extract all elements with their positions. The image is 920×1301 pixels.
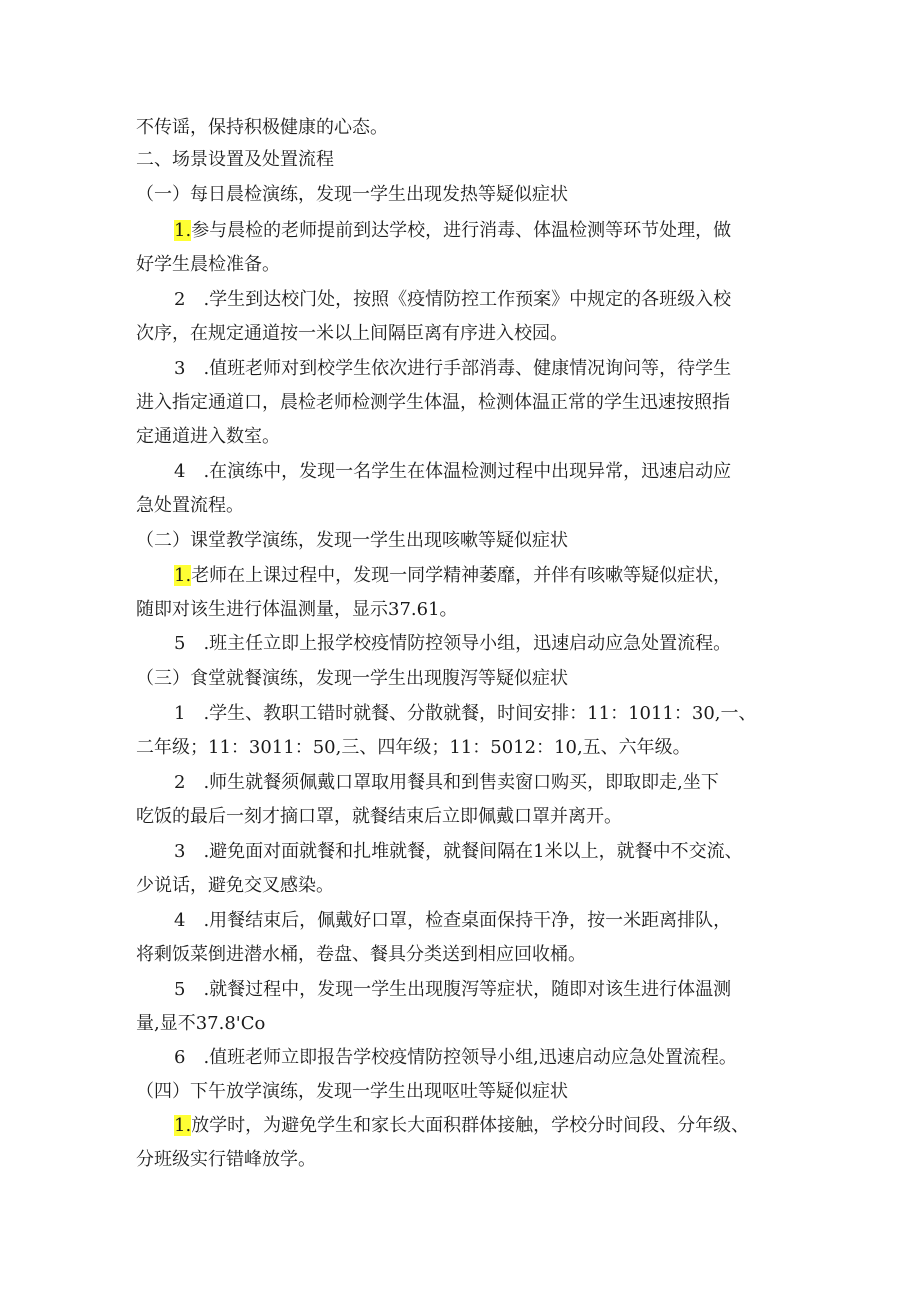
- paragraph-line: 1.放学时，为避免学生和家长大面积群体接触，学校分时间段、分年级、: [174, 1115, 750, 1136]
- paragraph-line: 急处置流程。: [136, 495, 244, 516]
- paragraph-line: 1.参与晨检的老师提前到达学校，进行消毒、体温检测等环节处理，做: [174, 220, 732, 241]
- subsection-heading: （一）每日晨检演练，发现一学生出现发热等疑似症状: [136, 184, 568, 205]
- paragraph-line: 分班级实行错峰放学。: [136, 1149, 316, 1170]
- paragraph-line: 2 .师生就餐须佩戴口罩取用餐具和到售卖窗口购买，即取即走,坐下: [174, 772, 719, 793]
- paragraph-line: 6 .值班老师立即报告学校疫情防控领导小组,迅速启动应急处置流程。: [174, 1047, 737, 1068]
- paragraph-line: 次序，在规定通道按一米以上间隔臣离有序进入校园。: [136, 323, 568, 344]
- subsection-heading: （四）下午放学演练，发现一学生出现呕吐等疑似症状: [136, 1081, 568, 1102]
- paragraph-line: 5 .班主任立即上报学校疫情防控领导小组，迅速启动应急处置流程。: [174, 633, 732, 654]
- paragraph-line: 1.老师在上课过程中，发现一同学精神萎靡，并伴有咳嗽等疑似症状，: [174, 565, 732, 586]
- paragraph-line: 量,显不37.8'Co: [136, 1013, 266, 1034]
- paragraph-line: 4 .用餐结束后，佩戴好口罩，检查桌面保持干净，按一米距离排队，: [174, 910, 732, 931]
- paragraph-line: 3 .值班老师对到校学生依次进行手部消毒、健康情况询问等，待学生: [174, 358, 732, 379]
- highlighted-item-number: 1.: [174, 1115, 192, 1136]
- section-heading: 二、场景设置及处置流程: [136, 149, 334, 170]
- subsection-heading: （三）食堂就餐演练，发现一学生出现腹泻等疑似症状: [136, 668, 568, 689]
- paragraph-line: 5 .就餐过程中，发现一学生出现腹泻等症状，随即对该生进行体温测: [174, 979, 732, 1000]
- paragraph-line: 4 .在演练中，发现一名学生在体温检测过程中出现异常，迅速启动应: [174, 461, 732, 482]
- paragraph-line: 1 .学生、教职工错时就餐、分散就餐，时间安排：11：1011：30,一、: [174, 703, 757, 724]
- paragraph-line: 2 .学生到达校门处，按照《疫情防控工作预案》中规定的各班级入校: [174, 289, 732, 310]
- paragraph-line: 不传谣，保持积极健康的心态。: [136, 117, 388, 138]
- paragraph-line: 少说话，避免交叉感染。: [136, 875, 334, 896]
- paragraph-line: 将剩饭菜倒进潜水桶，卷盘、餐具分类送到相应回收桶。: [136, 944, 586, 965]
- paragraph-line: 吃饭的最后一刻才摘口罩，就餐结束后立即佩戴口罩并离开。: [136, 806, 622, 827]
- paragraph-line: 好学生晨检准备。: [136, 254, 280, 275]
- highlighted-item-number: 1.: [174, 565, 192, 586]
- highlighted-item-number: 1.: [174, 220, 192, 241]
- subsection-heading: （二）课堂教学演练，发现一学生出现咳嗽等疑似症状: [136, 530, 568, 551]
- paragraph-line: 随即对该生进行体温测量，显示37.61。: [136, 599, 458, 620]
- paragraph-line: 3 .避免面对面就餐和扎堆就餐，就餐间隔在1米以上，就餐中不交流、: [174, 841, 743, 862]
- paragraph-line: 进入指定通道口，晨检老师检测学生体温，检测体温正常的学生迅速按照指: [136, 392, 730, 413]
- paragraph-line: 定通道进入数室。: [136, 426, 280, 447]
- paragraph-line: 二年级；11：3011：50,三、四年级；11：5012：10,五、六年级。: [136, 737, 691, 758]
